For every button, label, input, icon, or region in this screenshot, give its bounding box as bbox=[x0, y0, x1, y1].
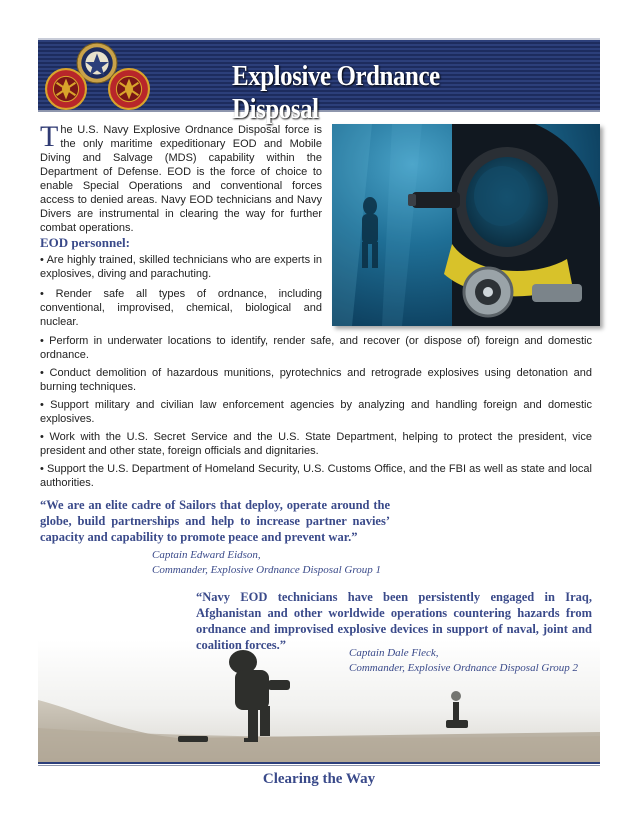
section-heading: EOD personnel: bbox=[40, 235, 130, 250]
footer-title: Clearing the Way bbox=[262, 771, 376, 787]
quote-eidson: “We are an elite cadre of Sailors that deploy, operate around the globe, build partnerships and help to increase partner navies’ capacity and capability to promote peace and prevent war.” bbox=[40, 498, 390, 544]
eod-group-crest-icon bbox=[45, 68, 87, 110]
attribution-name: Captain Dale Fleck, bbox=[349, 647, 439, 659]
list-item: • Work with the U.S. Secret Service and the U.S. State Department, helping to protect the president, vice president and other state, foreign officials and dignitaries. bbox=[40, 431, 592, 457]
page-title: Explosive Ordnance Disposal bbox=[232, 60, 440, 125]
list-item: • Support the U.S. Department of Homeland Security, U.S. Customs Office, and the FBI as well as state and local authorities. bbox=[40, 463, 592, 489]
quote-fleck: “Navy EOD technicians have been persistently engaged in Iraq, Afghanistan and other worldwide operations countering hazards from ordnance and improvised explosive devices in support of naval, joint and coalition forces.” bbox=[196, 590, 592, 652]
list-item: • Conduct demolition of hazardous munitions, pyrotechnics and retrograde explosives using detonation and burning techniques. bbox=[40, 367, 592, 393]
list-item: • Perform in underwater locations to identify, render safe, and recover (or dispose of) foreign and domestic ordnance. bbox=[40, 335, 592, 361]
quote-attribution-eidson bbox=[152, 548, 432, 578]
footer-divider-thin bbox=[38, 765, 600, 766]
attribution-role: Commander, Explosive Ordnance Disposal Group 2 bbox=[349, 662, 578, 674]
drop-cap: T bbox=[40, 120, 59, 153]
quote-attribution-fleck bbox=[349, 646, 599, 676]
eod-mobile-unit-crest-icon bbox=[108, 68, 150, 110]
attribution-role: Commander, Explosive Ordnance Disposal Group 1 bbox=[152, 564, 381, 576]
list-item: • Are highly trained, skilled technicians who are experts in explosives, diving and parachuting. bbox=[40, 254, 322, 280]
intro-paragraph bbox=[40, 120, 322, 235]
list-item: • Render safe all types of ordnance, including conventional, improvised, chemical, biological and nuclear. bbox=[40, 288, 322, 328]
footer-divider bbox=[38, 762, 600, 764]
attribution-name: Captain Edward Eidson, bbox=[152, 549, 261, 561]
intro-text: he U.S. Navy Explosive Ordnance Disposal force is the only maritime expeditionary EOD and Mobile Diving and Salvage (MDS) capability within the Department of Defense. EOD is the force of choice to enable Special Operations and conventional forces access to denied areas. Navy EOD technicians and Navy Divers are instrumental in clearing the way for further combat operations. bbox=[40, 124, 322, 234]
list-item: • Support military and civilian law enforcement agencies by analyzing and handling foreign and domestic explosives. bbox=[40, 399, 592, 425]
diver-photo bbox=[332, 124, 600, 326]
